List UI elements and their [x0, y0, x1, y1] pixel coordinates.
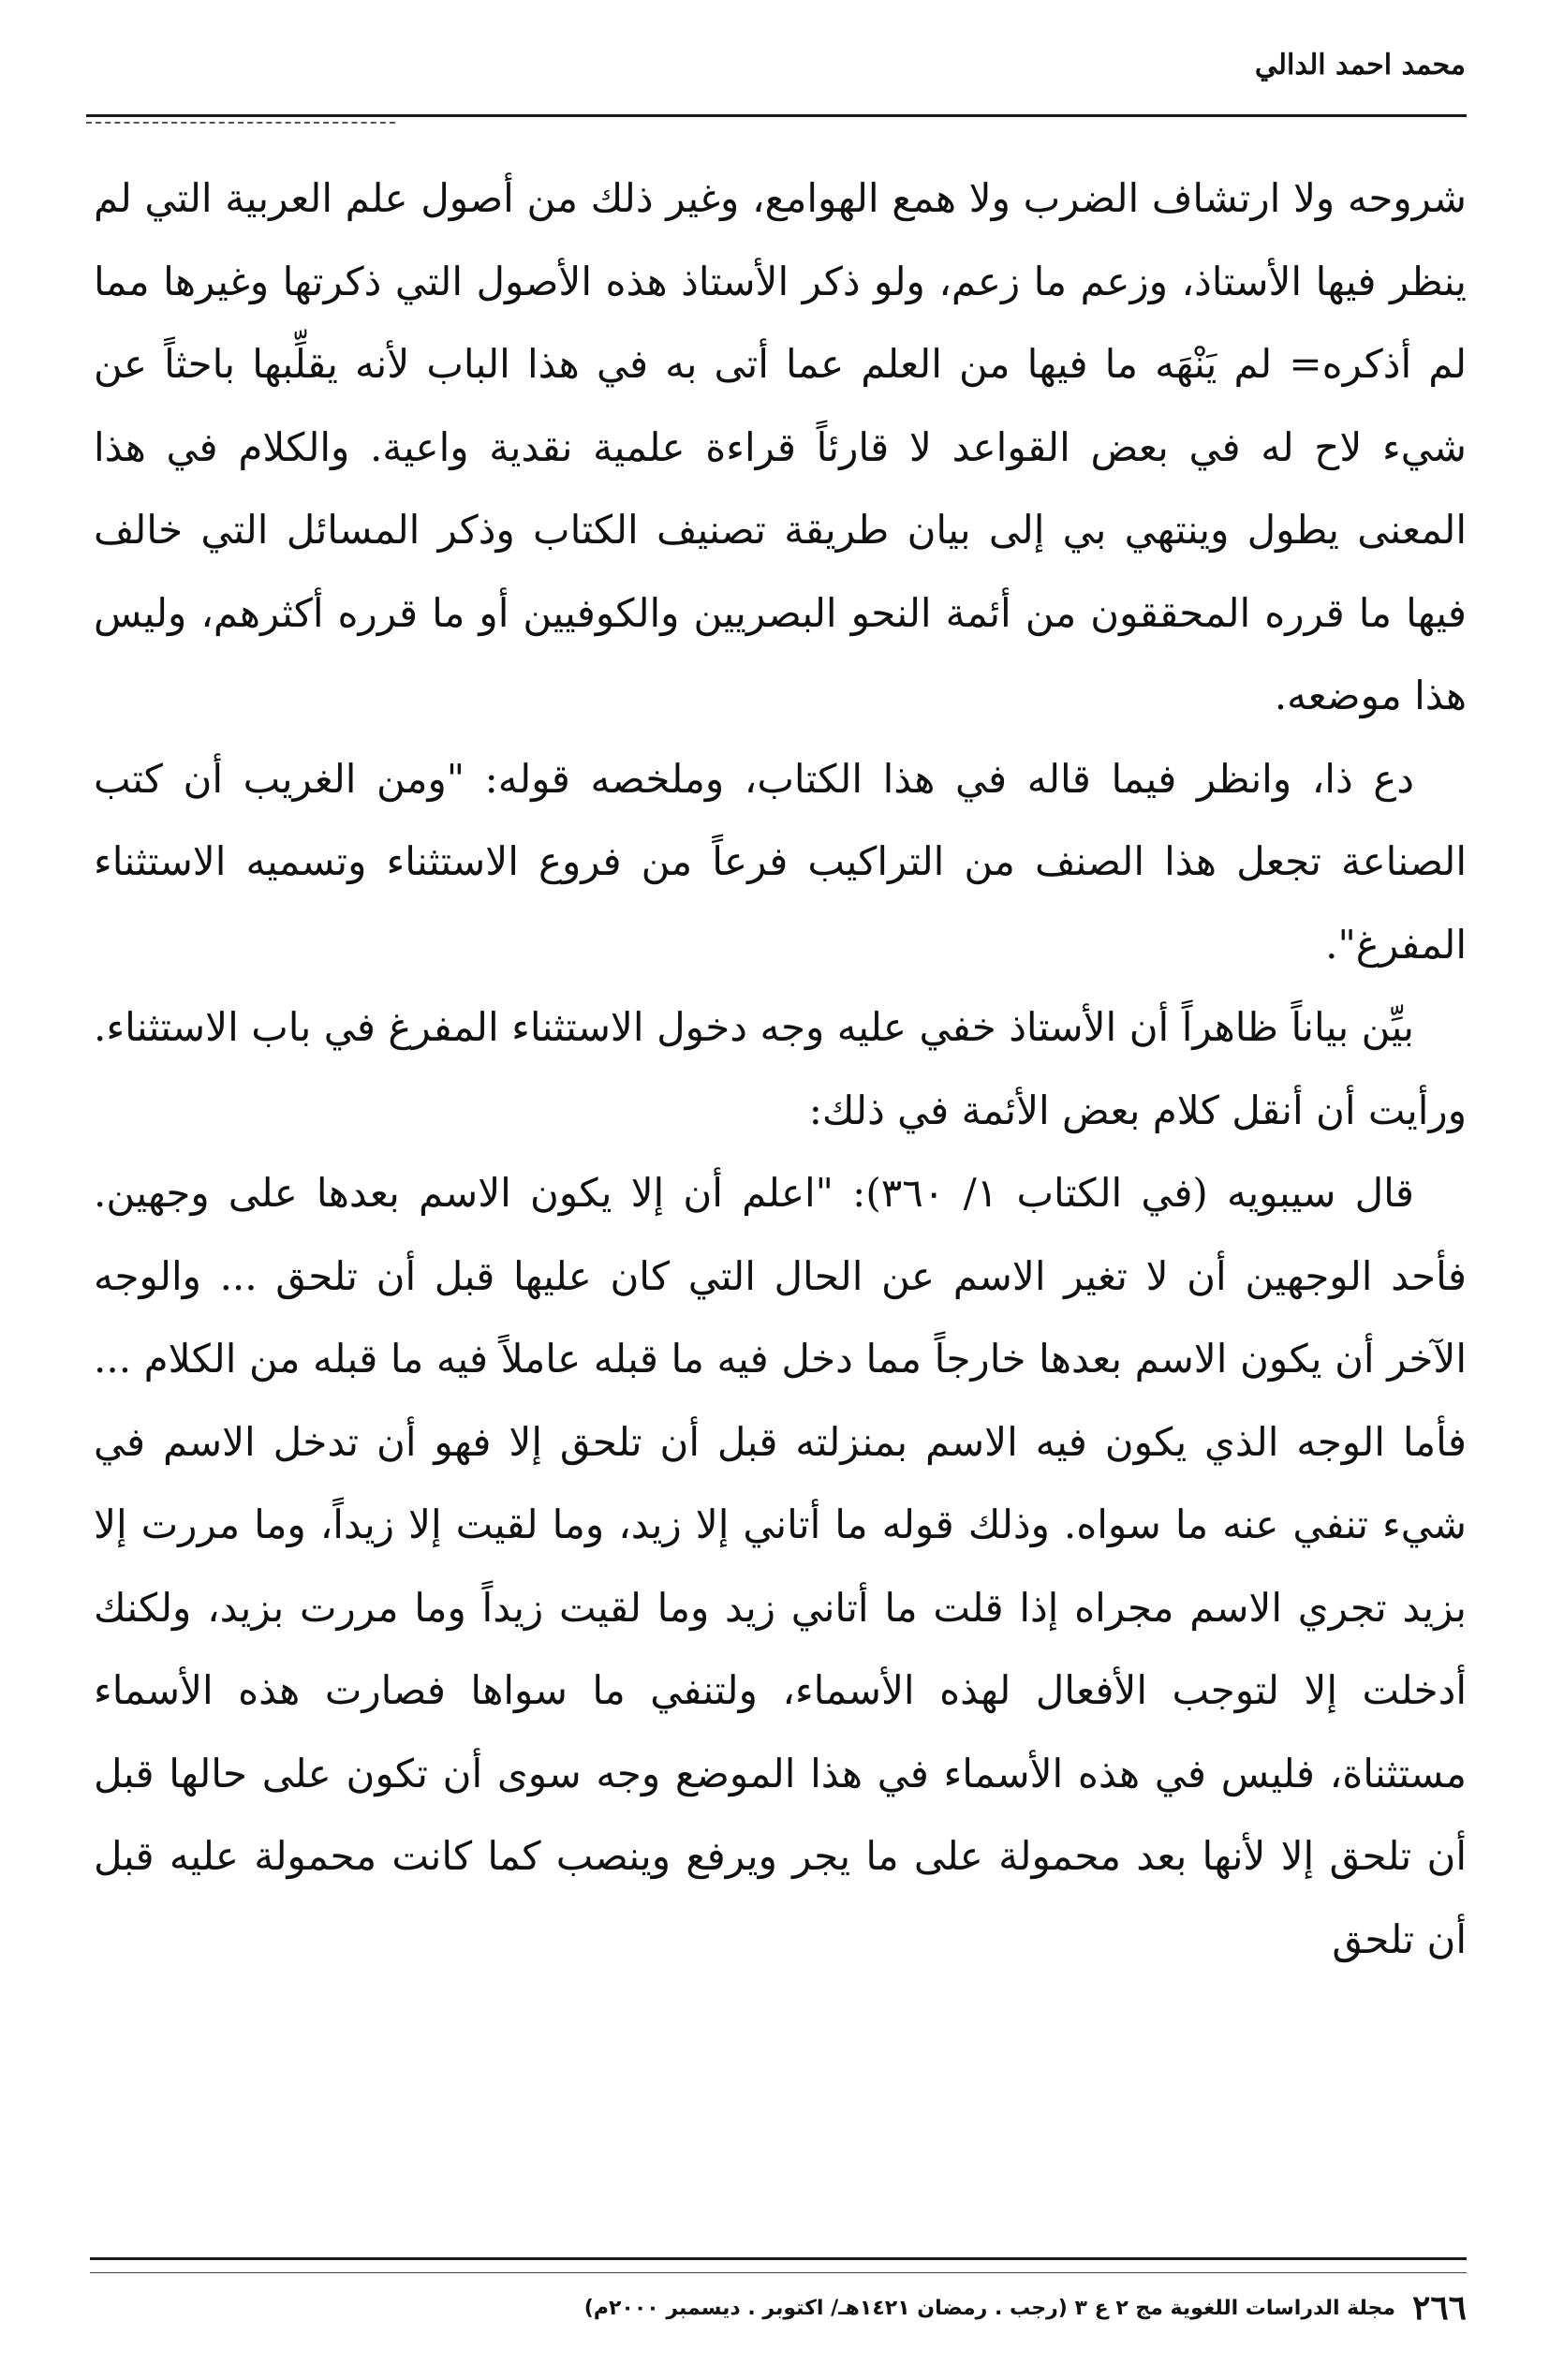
paragraph-4: قال سيبويه (في الكتاب ١/ ٣٦٠): "اعلم أن إلا يكون الاسم بعدها على وجهين. فأحد الوجهين أن لا تغير الاسم عن الحال التي كان عليها قبل أن تلحق ... والوجه الآخر أن يكون الاسم بعدها خارجاً مما دخل فيه ما قبله عاملاً فيه ما قبله من الكلام ... فأما الوجه الذي يكون فيه الاسم بمنزلته قبل أن تلحق إلا فهو أن تدخل الاسم في شيء تنفي عنه ما سواه. وذلك قوله ما أتاني إلا زيد، وما لقيت إلا زيداً، وما مررت إلا بزيد تجري الاسم مجراه إذا قلت ما أتاني زيد وما لقيت زيداً وما مررت بزيد، ولكنك أدخلت إلا لتوجب الأفعال لهذه الأسماء، ولتنفي ما سواها فصارت هذه الأسماء مستثناة، فليس في هذه الأسماء في هذا الموضع وجه سوى أن تكون على حالها قبل أن تلحق إلا لأنها بعد محمولة على ما يجر ويرفع وينصب كما كانت محمولة عليه قبل أن تلحق: [94, 1170, 1467, 1962]
body-text: [94, 157, 1467, 1981]
page-footer: [90, 2289, 1467, 2327]
header-rule-dash: [86, 122, 395, 124]
paragraph-3: بيِّن بياناً ظاهراً أن الأستاذ خفي عليه وجه دخول الاستثناء المفرغ في باب الاستثناء. ورأيت أن أنقل كلام بعض الأئمة في ذلك:: [94, 1004, 1467, 1133]
page-number: ٢٦٦: [1411, 2288, 1467, 2328]
footer-rule: [90, 2257, 1467, 2260]
paragraph-1: شروحه ولا ارتشاف الضرب ولا همع الهوامع، وغير ذلك من أصول علم العربية التي لم ينظر فيها الأستاذ، وزعم ما زعم، ولو ذكر الأستاذ هذه الأصول التي ذكرتها وغيرها مما لم أذكره= لم يَنْهَه ما فيها من العلم عما أتى به في هذا الباب لأنه يقلِّبها باحثاً عن شيء لاح له في بعض القواعد لا قارئاً قراءة علمية نقدية واعية. والكلام في هذا المعنى يطول وينتهي بي إلى بيان طريقة تصنيف الكتاب وذكر المسائل التي خالف فيها ما قرره المحققون من أئمة النحو البصريين والكوفيين أو ما قرره أكثرهم، وليس هذا موضعه.: [94, 175, 1467, 718]
running-head-author: محمد احمد الدالي: [1254, 49, 1466, 81]
footer-rule-thin: [90, 2272, 1467, 2273]
paragraph-2: دع ذا، وانظر فيما قاله في هذا الكتاب، وملخصه قوله: "ومن الغريب أن كتب الصناعة تجعل هذا الصنف من التراكيب فرعاً من فروع الاستثناء وتسميه الاستثناء المفرغ".: [94, 755, 1467, 968]
journal-citation: مجلة الدراسات اللغوية مج ٢ ع ٣ (رجب . رمضان ١٤٢١هـ/ اكتوبر . ديسمبر ٢٠٠٠م): [583, 2296, 1395, 2320]
header-rule: [86, 114, 1467, 117]
